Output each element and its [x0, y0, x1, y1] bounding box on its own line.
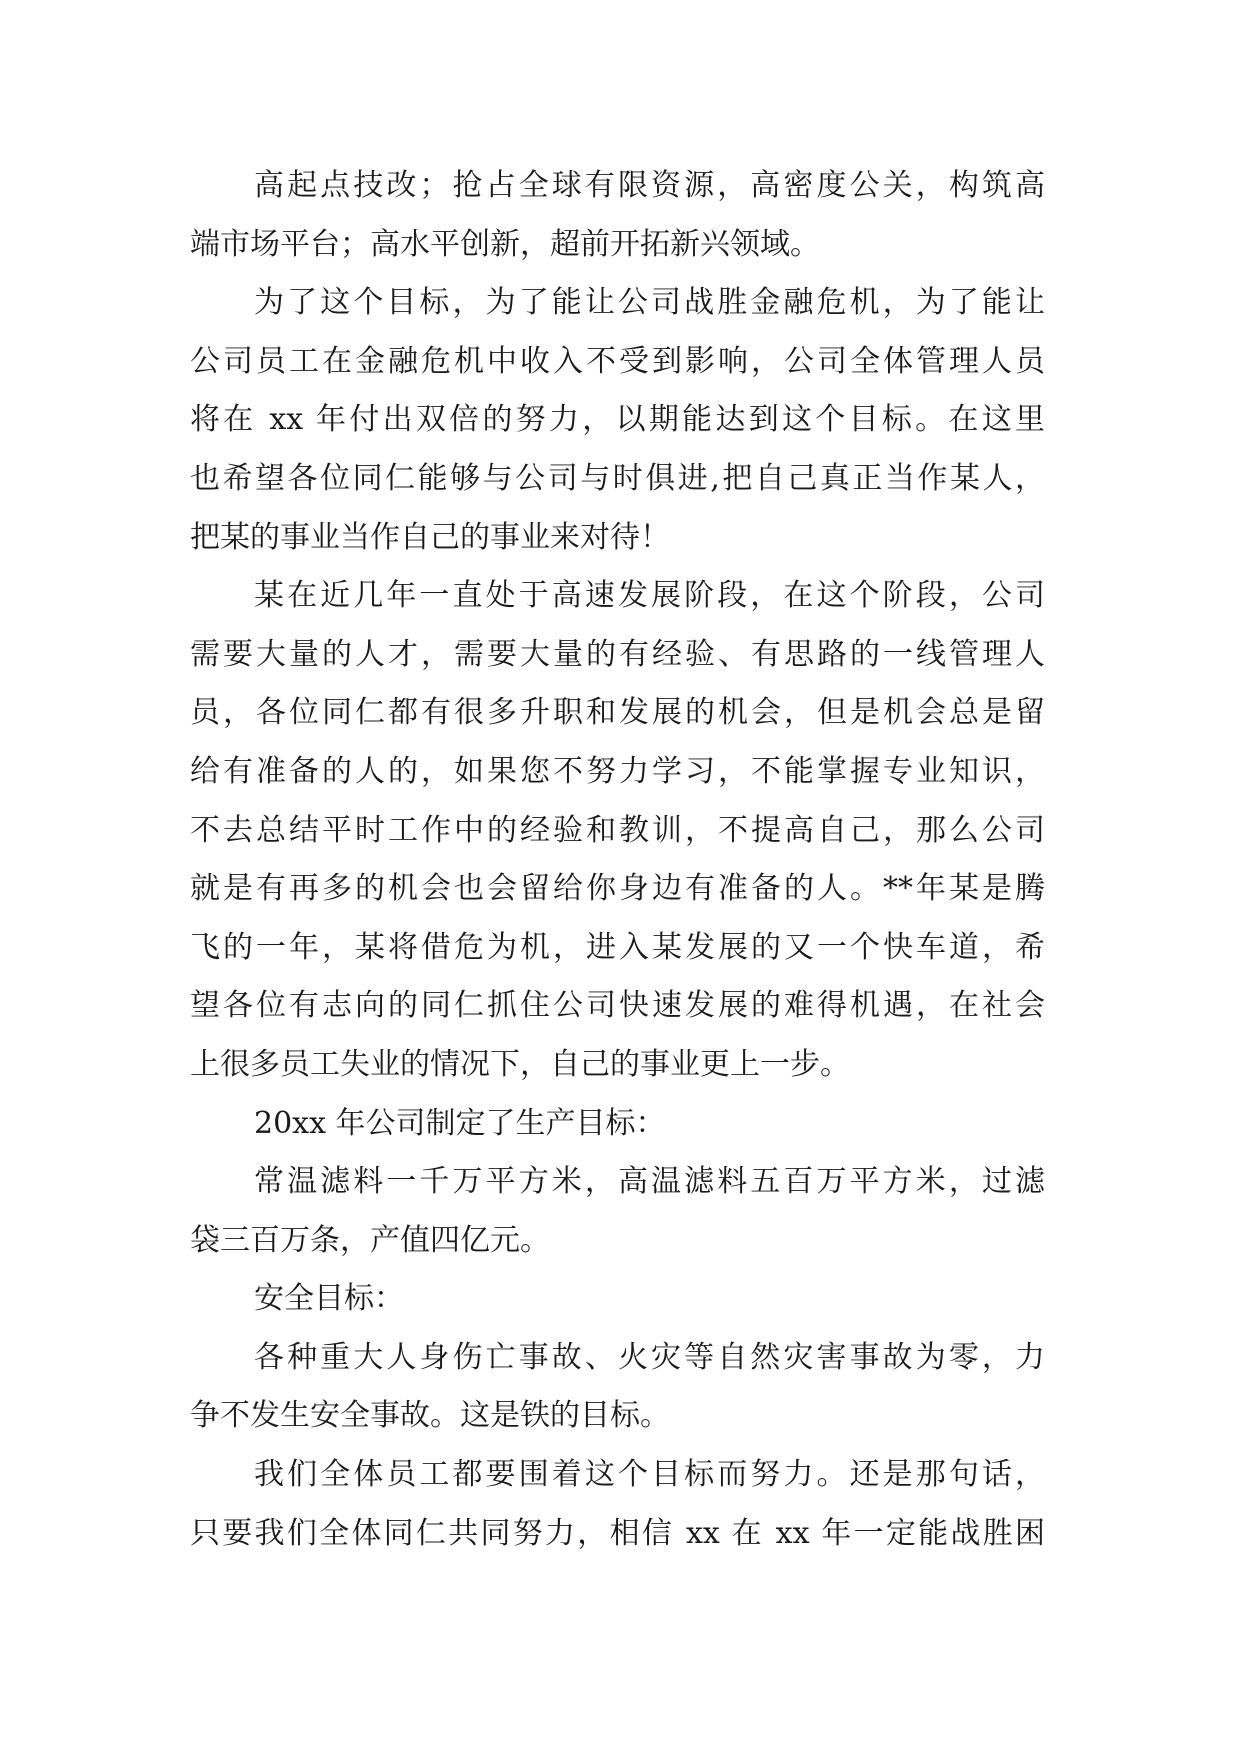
text-line: 安全目标：	[254, 1281, 404, 1317]
text-line: 飞的一年，某将借危为机，进入某发展的又一个快车道，希	[190, 929, 1045, 965]
text-line: 望各位有志向的同仁抓住公司快速发展的难得机遇，在社会	[190, 988, 1045, 1024]
text-line: 需要大量的人才，需要大量的有经验、有思路的一线管理人	[190, 636, 1045, 672]
text-line: 只要我们全体同仁共同努力，相信 xx 在 xx 年一定能战胜困	[190, 1515, 1045, 1551]
text-line: 某在近几年一直处于高速发展阶段，在这个阶段，公司	[254, 578, 1045, 614]
text-line: 袋三百万条，产值四亿元。	[190, 1222, 550, 1258]
text-line: 我们全体员工都要围着这个目标而努力。还是那句话，	[254, 1457, 1045, 1493]
text-line: 上很多员工失业的情况下，自己的事业更上一步。	[190, 1046, 850, 1082]
text-line: 不去总结平时工作中的经验和教训，不提高自己，那么公司	[190, 812, 1045, 848]
text-line: 为了这个目标，为了能让公司战胜金融危机，为了能让	[254, 285, 1045, 321]
text-line: 各种重大人身伤亡事故、火灾等自然灾害事故为零，力	[254, 1339, 1045, 1375]
text-line: 公司员工在金融危机中收入不受到影响，公司全体管理人员	[190, 343, 1045, 379]
text-line: 20xx 年公司制定了生产目标：	[254, 1105, 666, 1141]
text-line: 高起点技改；抢占全球有限资源，高密度公关，构筑高	[254, 168, 1045, 203]
text-line: 争不发生安全事故。这是铁的目标。	[190, 1398, 670, 1434]
text-line: 员，各位同仁都有很多升职和发展的机会，但是机会总是留	[190, 695, 1045, 731]
text-line: 也希望各位同仁能够与公司与时俱进,把自己真正当作某人，	[190, 460, 1045, 496]
body-text	[190, 157, 1045, 1563]
text-line: 把某的事业当作自己的事业来对待！	[190, 519, 670, 555]
text-line: 就是有再多的机会也会留给你身边有准备的人。**年某是腾	[190, 871, 1045, 907]
text-line: 常温滤料一千万平方米，高温滤料五百万平方米，过滤	[254, 1164, 1045, 1200]
text-line: 端市场平台；高水平创新，超前开拓新兴领域。	[190, 226, 820, 262]
text-line: 将在 xx 年付出双倍的努力，以期能达到这个目标。在这里	[190, 402, 1045, 438]
text-line: 给有准备的人的，如果您不努力学习，不能掌握专业知识，	[190, 753, 1045, 789]
